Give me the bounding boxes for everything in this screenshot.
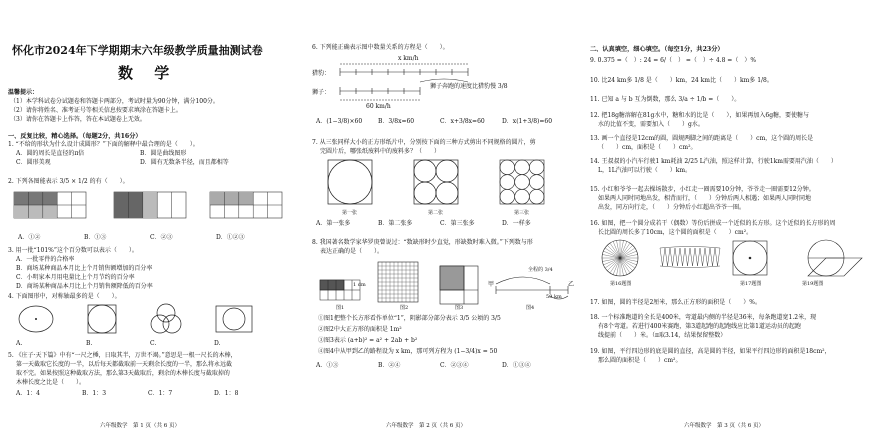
q7-sheet-1	[328, 160, 372, 204]
q4-option-a: A.	[16, 340, 23, 347]
q8-statement-1: ①图1把整个长方形看作单位“1”，阴影部分部分表示 3/5 公顷的 3/5	[318, 315, 501, 322]
section-2-heading: 二、认真填空，细心填空。（每空1分，共23分）	[590, 46, 724, 53]
exam-title: 怀化市2024年下学期期末六年级教学质量抽测试卷	[12, 44, 263, 57]
q19-line-2: 那么圆的面积是（ ）cm²。	[598, 357, 682, 364]
q8-figure-3	[440, 266, 478, 304]
q7-option-b: B．第二张多	[378, 220, 413, 227]
q8-statement-2: ②图2中大正方形的面积是 1m²	[318, 326, 402, 333]
q13-line-2: （ ）cm，面积是（ ）cm²。	[598, 144, 697, 151]
q19-figure	[808, 240, 862, 276]
q4-figure-b	[88, 305, 116, 333]
q1-option-d: D．圆有无数条半径，而且都相等	[140, 159, 229, 166]
q16-circle-figure	[602, 240, 638, 276]
q2-option-b: B．①③	[84, 234, 107, 241]
q2-option-d: D．①②③	[216, 234, 245, 241]
page-1-footer: 六年级数学 第 1 页（共 6 页）	[100, 423, 180, 429]
q6-top-label: x km/h	[398, 55, 419, 62]
q7-sheet-3	[500, 160, 544, 204]
notice-2: （2）请你将姓名、准考证号等相关信息按要求填涂在答题卡上。	[10, 107, 182, 114]
q6-option-d: D．x(1+3/8)=60	[502, 118, 553, 125]
q3-option-b: B．商场某种商品本月比上个月销售额增加的百分率	[16, 265, 153, 272]
q7-caption-3: 第三张	[514, 210, 530, 216]
q1-text: 1. “不给的形状为什么设计成圆形？”下面的解释中最合理的是（ ）。	[8, 141, 199, 148]
page-3	[580, 0, 870, 445]
q2-option-c: C．②③	[150, 234, 173, 241]
q2-figures	[14, 192, 284, 222]
page-1	[0, 0, 290, 445]
q6-option-a: A．(1−3/8)×60	[316, 118, 363, 125]
q11-text: 11. 已知 a 与 b 互为倒数，那么 3/a ÷ 1/b =（ ）。	[590, 96, 741, 103]
notice-3: （3）请你在答题卡上作答，答在本试题卷上无效。	[10, 116, 146, 123]
q8-point-a: 甲	[488, 281, 495, 288]
q15-line-3: 出发，同方向行走，（ ）分钟后小红超出爷爷一圈。	[598, 204, 746, 211]
q2-text: 2. 下列各图能表示 3/5 × 1/2 的有（ ）。	[8, 178, 129, 185]
q5-line-4: 木棒长度之比是（ ）。	[16, 379, 86, 386]
q18-line-1: 18. 一个标准跑道的全长是400米，弯道最内侧的半径是36米，每条跑道宽1.2米，现	[590, 314, 817, 321]
q18-line-3: 线提前（ ）米。（π取3.14，结果保留整数）	[598, 332, 727, 339]
page-3-footer: 六年级数学 第 3 页（共 6 页）	[684, 423, 764, 429]
q6-option-c: C．x+3/8x=60	[440, 118, 485, 125]
q1-option-c: C．圆形美观	[16, 159, 51, 166]
page-2	[290, 0, 580, 445]
q5-line-1: 5. 《庄子·天下篇》中有“一尺之棰，日取其半，万世不竭。”意思是一根一尺长的木棒，	[8, 352, 237, 359]
q5-line-2: 第一天截取它长度的一半，以后每天都截取前一天剩余长度的一半，那么将永远截	[16, 361, 233, 368]
q4-figures	[18, 303, 278, 339]
q8-option-b: B．②④	[378, 362, 401, 369]
q5-line-3: 取不完。如果按照这种截取方法，那么第3天截取后，剩余的木棒长度与截取掉的	[16, 370, 230, 377]
q13-line-1: 13. 画一个直径是12cm的圆，圆规两脚之间的距离是（ ）cm，这个圆的周长是	[590, 135, 814, 142]
q3-option-a: A．一批零件的合格率	[16, 256, 75, 263]
q3-text: 3. 用一批“101%”这个百分数可以表示（ ）。	[8, 247, 138, 254]
q5-option-d: D．1：8	[214, 390, 239, 397]
q18-line-2: 有8个弯道。若进行400米赛跑，第3道起跑的起跑线应比第1道运动员的起跑	[598, 323, 801, 330]
q7-option-d: D．一样多	[502, 220, 531, 227]
q6-note: 狮子奔跑的速度比猎豹慢 3/8	[430, 83, 508, 90]
q8-line-1: 8. 我国著名数学家华罗庚曾说过：“数缺形时少直觉，形缺数时难入微。”下列数与形	[312, 239, 533, 246]
q4-option-d: D.	[214, 340, 221, 347]
q7-figures	[328, 160, 548, 206]
q8-total-label: 全程的 3/4	[528, 267, 553, 273]
q7-caption-1: 第一张	[342, 210, 358, 216]
q8-point-b: 乙	[568, 281, 575, 288]
q6-lion-label: 狮子：	[312, 89, 331, 96]
q8-dm-label: 1 dm	[353, 282, 366, 288]
q6-text: 6. 下列能正确表示图中数量关系的方程是（ ）。	[312, 44, 449, 51]
q7-line-1: 7. 从三张同样大小的正方形纸片中，分别按下面的三种方式剪出不同规格的圆片，剪	[312, 139, 536, 146]
section-1-heading: 一、反复比较，精心选择。（每题2分，共16分）	[8, 133, 142, 140]
q4-figure-a	[19, 306, 53, 332]
q19-caption: 第19题图	[802, 281, 824, 287]
q7-caption-2: 第二张	[428, 210, 444, 216]
q2-figure-3	[210, 192, 282, 218]
q16-caption: 第16题图	[610, 281, 632, 287]
page-2-footer: 六年级数学 第 2 页（共 6 页）	[386, 423, 466, 429]
q8-statement-3: ③图3表示 (a+b)² = a² + 2ab + b²	[318, 337, 418, 344]
q6-leopard-label: 猎豹：	[312, 70, 331, 77]
subject-title: 数 学	[118, 64, 178, 82]
q2-figure-1	[14, 192, 86, 218]
q8-caption-2: 图2	[400, 305, 409, 311]
q14-line-2: L，1L汽油可以行驶（ ）km。	[598, 167, 692, 174]
q16-line-2: 长比圆的周长多了10cm，这个圆的面积是（ ）cm²。	[598, 229, 753, 236]
q17-caption: 第17题图	[740, 281, 762, 287]
q2-option-a: A．①②	[18, 234, 41, 241]
q8-option-c: C．②③④	[440, 362, 469, 369]
q9-text: 9. 0.375 =（ ）: 24 = 6/（ ） =（ ）÷ 4.8 =（ ）%	[590, 57, 757, 64]
q8-caption-3: 图3	[455, 305, 464, 311]
notice-1: （1）本学科试卷分试题卷和答题卡两部分，考试时量为90分钟，满分100分。	[10, 98, 219, 105]
q7-option-a: A．第一张多	[316, 220, 351, 227]
q5-option-b: B．1：3	[82, 390, 107, 397]
q8-option-a: A．①③	[316, 362, 339, 369]
q4-figure-c	[151, 304, 181, 333]
q6-leopard-bar	[340, 64, 468, 76]
q19-line-1: 19. 如图，平行四边形的底是圆的直径，高是圆的半径，如果平行四边形的面积是18cm²，	[590, 348, 831, 355]
q17-figure	[733, 241, 767, 275]
q8-caption-1: 图1	[336, 305, 345, 311]
q6-option-b: B．3/8x=60	[378, 118, 415, 125]
q12-line-2: 水的比值不变，需要加入（ ）g水。	[598, 121, 704, 128]
notice-title: 温馨提示：	[8, 89, 39, 96]
q7-sheet-2	[414, 160, 458, 204]
q6-speed-label: 60 km/h	[366, 103, 391, 110]
q8-distance-label: 50 km	[546, 294, 562, 300]
q16-q17-q19-figures	[600, 238, 860, 280]
q15-line-1: 15. 小红和爷爷一起去操场散步，小红走一圈需要10分钟，爷爷走一圈需要12分钟。	[590, 186, 815, 193]
q15-line-2: 如果两人同时同地出发，相背而行，（ ）分钟后两人相遇；如果两人同时同地	[598, 195, 812, 202]
q17-text: 17. 如图，圆的半径是2厘米，那么正方形的面积是（ ）%。	[590, 299, 761, 306]
q8-option-d: D．①③④	[502, 362, 531, 369]
q8-statement-4: ④图4中从甲到乙的路程设为 x km，那可列方程为 (1−3/4)x = 50	[318, 348, 498, 355]
q7-line-2: 完圆片后，哪张纸废料中的废料多？（ ）	[320, 148, 441, 155]
q14-line-1: 14. 王叔叔的小汽车行驶1 km耗油 2/25 L汽油，照这样计算，行驶1km需要用汽油（ ）	[590, 158, 837, 165]
q2-figure-2	[114, 192, 186, 218]
q4-text: 4. 下面图形中，对称轴最多的是（ ）。	[8, 293, 121, 300]
q16-line-1: 16. 如图，把一个圆分成若干（偶数）等份后拼成一个近似的长方形。这个近似的长方形的周	[590, 220, 836, 227]
q10-text: 10. 比24 km多 1/8 是（ ）km，24 km比（ ）km多 1/8。	[590, 77, 773, 84]
q4-option-b: B.	[86, 340, 93, 347]
q5-option-a: A．1：4	[16, 390, 40, 397]
q4-figure-d	[216, 306, 252, 332]
q8-caption-4: 图4	[526, 305, 535, 311]
q16-rect-figure	[660, 247, 720, 268]
q3-option-d: D．商场某种商品本月比上个月销售额降低的百分率	[16, 283, 153, 290]
q1-option-a: A．圆的周长是直径的π倍	[16, 150, 85, 157]
q12-line-1: 12. 把18g糖溶解在81g水中，糖和水的比是（ ），如果再加入6g糖，要使糖与	[590, 112, 810, 119]
q8-line-2: 表达正确的是（ ）。	[320, 248, 384, 255]
q3-option-c: C．小明家本月用电量比上个月节约的百分率	[16, 274, 135, 281]
q4-option-c: C.	[150, 340, 157, 347]
q1-option-b: B．圆是曲线图形	[140, 150, 187, 157]
q7-option-c: C．第三张多	[440, 220, 475, 227]
q5-option-c: C．1：7	[148, 390, 173, 397]
q8-figure-2	[378, 262, 418, 302]
